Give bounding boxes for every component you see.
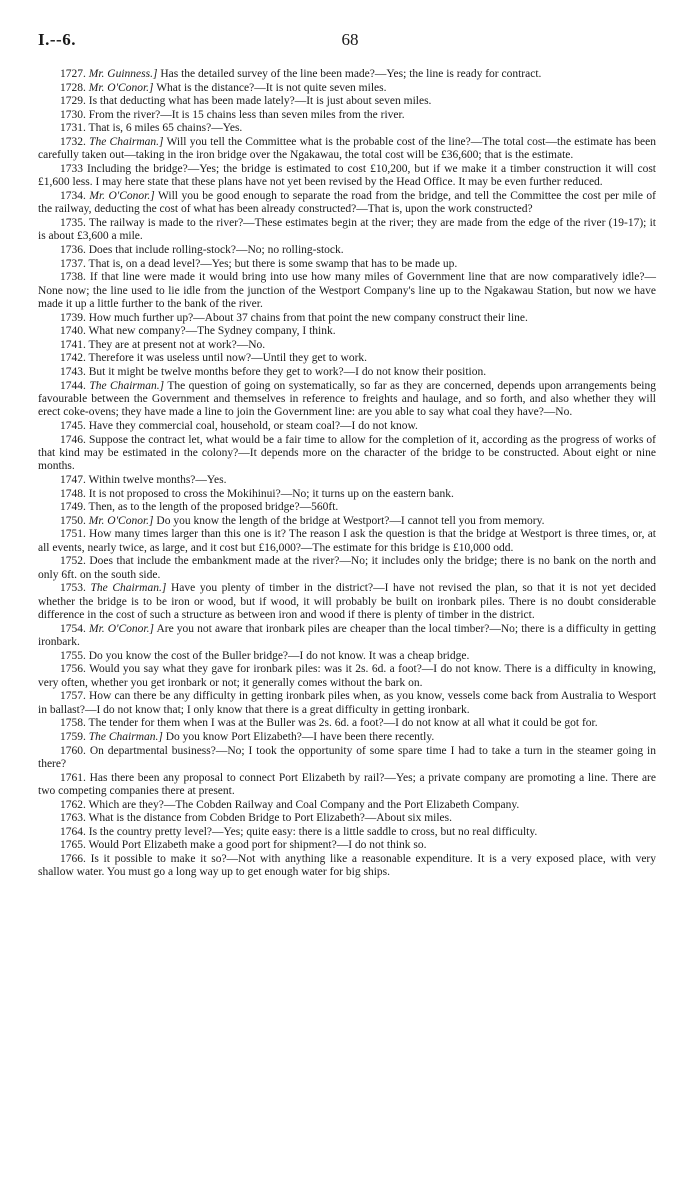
question-number: 1749. bbox=[60, 501, 86, 514]
speaker-name: The Chairman.] bbox=[89, 135, 164, 148]
question-number: 1728. bbox=[60, 81, 86, 94]
question-and-answer-text: How many times larger than this one is it? The reason I ask the question is that the bridge at Westport is three times, or, at all events, nearly twice, as large, and it cost but £16,000?—The estimate for this bridge is £10,000 odd. bbox=[38, 528, 656, 554]
evidence-paragraph bbox=[38, 68, 656, 81]
evidence-paragraph bbox=[38, 650, 656, 663]
question-number: 1760. bbox=[60, 744, 86, 757]
question-and-answer-text: Are you not aware that ironbark piles are cheaper than the local timber?—No; there is a difficulty in getting ironbark. bbox=[38, 622, 656, 649]
speaker-name: The Chairman.] bbox=[88, 730, 163, 743]
evidence-paragraph bbox=[38, 163, 656, 190]
page-number: 68 bbox=[341, 30, 359, 49]
question-number: 1755. bbox=[60, 649, 86, 662]
evidence-paragraph bbox=[38, 826, 656, 839]
evidence-paragraph bbox=[38, 122, 656, 135]
question-number: 1737. bbox=[60, 257, 86, 270]
question-number: 1734. bbox=[60, 189, 86, 202]
evidence-paragraph bbox=[38, 745, 656, 772]
speaker-name: Mr. O'Conor.] bbox=[89, 189, 155, 202]
question-number: 1739. bbox=[60, 311, 86, 324]
question-and-answer-text: That is, on a dead level?—Yes; but there is some swamp that has to be made up. bbox=[88, 257, 458, 270]
question-and-answer-text: Has there been any proposal to connect Port Elizabeth by rail?—Yes; a private company are promoting a line. There are two competing companies there at present. bbox=[38, 771, 656, 797]
evidence-paragraph bbox=[38, 380, 656, 420]
question-and-answer-text: Then, as to the length of the proposed bridge?—560ft. bbox=[88, 501, 339, 514]
question-number: 1761. bbox=[60, 771, 86, 784]
evidence-paragraph bbox=[38, 474, 656, 487]
question-and-answer-text: The railway is made to the river?—These estimates begin at the river; they are made from the edge of the river (19-17); it is about £3,600 a mile. bbox=[38, 216, 656, 243]
evidence-paragraph bbox=[38, 312, 656, 325]
question-number: 1757. bbox=[60, 690, 86, 703]
question-and-answer-text: Would you say what they gave for ironbark piles: was it 2s. 6d. a foot?—I do not know. There is a difficulty in knowing, very often, whether you get ironbark or not; it generally comes without the bark on. bbox=[38, 663, 656, 689]
evidence-paragraph bbox=[38, 582, 656, 622]
question-number: 1735. bbox=[60, 216, 86, 229]
question-and-answer-text: Within twelve months?—Yes. bbox=[88, 473, 227, 486]
evidence-paragraph bbox=[38, 352, 656, 365]
question-and-answer-text: From the river?—It is 15 chains less than seven miles from the river. bbox=[88, 108, 405, 121]
question-and-answer-text: What is the distance?—It is not quite seven miles. bbox=[153, 81, 387, 94]
question-number: 1766. bbox=[60, 852, 86, 865]
question-number: 1762. bbox=[60, 798, 86, 811]
question-number: 1758. bbox=[60, 717, 86, 730]
evidence-paragraph bbox=[38, 731, 656, 744]
speaker-name: Mr. O'Conor.] bbox=[88, 514, 154, 527]
question-number: 1730. bbox=[60, 108, 86, 121]
evidence-paragraph bbox=[38, 434, 656, 474]
question-number: 1743. bbox=[60, 365, 86, 378]
question-number: 1765. bbox=[60, 839, 86, 852]
question-and-answer-text: Does that include rolling-stock?—No; no rolling-stock. bbox=[88, 243, 344, 256]
question-and-answer-text: Including the bridge?—Yes; the bridge is estimated to cost £10,200, but if we make it a timber construction it will cost £1,600 less. I may here state that these plans have not yet been revised by the Head Office. It may be even further reduced. bbox=[38, 162, 657, 189]
evidence-paragraph bbox=[38, 799, 656, 812]
speaker-name: Mr. Guinness.] bbox=[88, 68, 158, 80]
question-and-answer-text: Does that include the embankment made at the river?—No; it includes only the bridge; there is no bank on the north and only 6ft. on the south side. bbox=[38, 555, 657, 581]
evidence-paragraph bbox=[38, 663, 656, 690]
question-and-answer-text: If that line were made it would bring into use how many miles of Government line that are now comparatively idle?—None now; the line used to lie idle from the junction of the Westport Company's line up to the Ngakawau Station, but now we have made it up a little further to the bank of the river. bbox=[38, 271, 657, 310]
evidence-paragraph bbox=[38, 717, 656, 730]
question-number: 1731. bbox=[60, 122, 86, 135]
question-number: 1752. bbox=[60, 555, 86, 568]
evidence-paragraph bbox=[38, 325, 656, 338]
question-and-answer-text: Suppose the contract let, what would be a fair time to allow for the completion of it, according as the progress of works of that kind may be estimated in the colony?—It depends more on the character of the bridge to be constructed. About eight or nine months. bbox=[38, 433, 657, 473]
question-and-answer-text: On departmental business?—No; I took the opportunity of some spare time I had to take a turn in the steamer going in there? bbox=[38, 744, 656, 770]
question-number: 1732. bbox=[60, 135, 86, 148]
evidence-paragraph bbox=[38, 839, 656, 852]
question-and-answer-text: Is the country pretty level?—Yes; quite easy: there is a little saddle to cross, but no real difficulty. bbox=[88, 825, 538, 838]
question-and-answer-text: Therefore it was useless until now?—Until they get to work. bbox=[88, 352, 368, 365]
question-and-answer-text: Do you know Port Elizabeth?—I have been there recently. bbox=[162, 730, 435, 743]
question-number: 1742. bbox=[60, 352, 86, 365]
evidence-paragraph bbox=[38, 515, 656, 528]
evidence-paragraph bbox=[38, 258, 656, 271]
question-number: 1745. bbox=[60, 419, 86, 432]
question-number: 1753. bbox=[60, 582, 86, 595]
evidence-paragraph bbox=[38, 109, 656, 122]
evidence-paragraph bbox=[38, 271, 656, 311]
question-and-answer-text: Have they commercial coal, household, or steam coal?—I do not know. bbox=[88, 419, 418, 432]
question-number: 1744. bbox=[60, 379, 86, 392]
question-number: 1763. bbox=[60, 812, 86, 825]
question-and-answer-text: But it might be twelve months before they get to work?—I do not know their position. bbox=[88, 365, 487, 378]
evidence-paragraph bbox=[38, 136, 656, 163]
question-number: 1729. bbox=[60, 95, 86, 108]
evidence-paragraph bbox=[38, 82, 656, 95]
evidence-paragraph bbox=[38, 772, 656, 799]
page-header bbox=[38, 30, 662, 54]
question-and-answer-text: How much further up?—About 37 chains from that point the new company construct their line. bbox=[88, 311, 528, 324]
document-reference: I.--6. bbox=[38, 30, 76, 49]
evidence-paragraph bbox=[38, 339, 656, 352]
question-and-answer-text: Would Port Elizabeth make a good port for shipment?—I do not think so. bbox=[88, 839, 427, 852]
evidence-paragraph bbox=[38, 501, 656, 514]
question-number: 1754. bbox=[60, 622, 86, 635]
question-number: 1746. bbox=[60, 433, 86, 446]
evidence-paragraph bbox=[38, 95, 656, 108]
question-and-answer-text: Is that deducting what has been made lately?—It is just about seven miles. bbox=[88, 95, 432, 108]
evidence-paragraph bbox=[38, 812, 656, 825]
question-and-answer-text: The question of going on systematically, so far as they are concerned, depends upon arrangements being favourable between the Government and themselves in reference to freights and haulage, and so forth, and also whether they will erect coke-ovens; they have made a line to join the Government line: are you able to say what coal they have?—No. bbox=[38, 379, 656, 419]
evidence-paragraph bbox=[38, 690, 656, 717]
evidence-paragraph bbox=[38, 528, 656, 555]
question-and-answer-text: What is the distance from Cobden Bridge to Port Elizabeth?—About six miles. bbox=[88, 812, 453, 825]
question-number: 1764. bbox=[60, 825, 86, 838]
question-and-answer-text: It is not proposed to cross the Mokihinui?—No; it turns up on the eastern bank. bbox=[88, 487, 454, 500]
question-and-answer-text: What new company?—The Sydney company, I think. bbox=[88, 325, 336, 338]
evidence-paragraph bbox=[38, 623, 656, 650]
question-and-answer-text: Do you know the cost of the Buller bridge?—I do not know. It was a cheap bridge. bbox=[88, 649, 470, 662]
question-number: 1736. bbox=[60, 243, 86, 256]
question-number: 1751. bbox=[60, 528, 86, 541]
question-and-answer-text: Which are they?—The Cobden Railway and Coal Company and the Port Elizabeth Company. bbox=[88, 798, 520, 811]
question-number: 1740. bbox=[60, 325, 86, 338]
evidence-paragraph bbox=[38, 190, 656, 217]
speaker-name: Mr. O'Conor.] bbox=[88, 81, 154, 94]
evidence-paragraph bbox=[38, 420, 656, 433]
speaker-name: The Chairman.] bbox=[90, 582, 167, 595]
question-number: 1747. bbox=[60, 473, 86, 486]
evidence-paragraph bbox=[38, 366, 656, 379]
speaker-name: Mr. O'Conor.] bbox=[88, 622, 154, 635]
question-and-answer-text: Do you know the length of the bridge at Westport?—I cannot tell you from memory. bbox=[153, 514, 545, 527]
evidence-paragraph bbox=[38, 217, 656, 244]
speaker-name: The Chairman.] bbox=[89, 379, 165, 392]
question-and-answer-text: That is, 6 miles 65 chains?—Yes. bbox=[88, 122, 243, 135]
question-and-answer-text: How can there be any difficulty in getting ironbark piles when, as you know, vessels come back from Australia to Wesport in ballast?—I do not know that; I only know that there is a great difficulty in getting ironbark. bbox=[38, 690, 657, 716]
minutes-of-evidence bbox=[38, 68, 656, 880]
question-number: 1727. bbox=[60, 68, 86, 80]
question-and-answer-text: Have you plenty of timber in the district?—I have not revised the plan, so that it is not yet decided whether the bridge is to be iron or wood, but if wood, it will probably be built on ironbark piles. There is no doubt considerable difference in the cost of such a structure as between iron and wood if there is plenty of timber in the district. bbox=[38, 582, 657, 622]
evidence-paragraph bbox=[38, 244, 656, 257]
question-number: 1756. bbox=[60, 663, 86, 676]
evidence-paragraph bbox=[38, 555, 656, 582]
question-and-answer-text: Is it possible to make it so?—Not with anything like a reasonable expenditure. It is a very exposed place, with very shallow water. You must go a long way up to get enough water for big ships. bbox=[38, 852, 657, 879]
question-number: 1733 bbox=[60, 162, 83, 175]
question-number: 1759. bbox=[60, 730, 86, 743]
question-and-answer-text: Will you be good enough to separate the road from the bridge, and tell the Committee the cost per mile of the railway, deducting the cost of what has been already constructed?—That is, upon the work constructed? bbox=[38, 189, 656, 216]
question-number: 1741. bbox=[60, 338, 86, 351]
question-and-answer-text: They are at present not at work?—No. bbox=[88, 338, 266, 351]
question-number: 1750. bbox=[60, 514, 86, 527]
question-number: 1738. bbox=[60, 271, 86, 284]
question-number: 1748. bbox=[60, 487, 86, 500]
question-and-answer-text: Has the detailed survey of the line been made?—Yes; the line is ready for contract. bbox=[157, 68, 542, 80]
question-and-answer-text: Will you tell the Committee what is the probable cost of the line?—The total cost—the estimate has been carefully taken out—taking in the iron bridge over the Ngakawau, the total cost will be £36,600; that is the estimate. bbox=[38, 135, 656, 162]
evidence-paragraph bbox=[38, 488, 656, 501]
evidence-paragraph bbox=[38, 853, 656, 880]
question-and-answer-text: The tender for them when I was at the Buller was 2s. 6d. a foot?—I do not know at all what it could be got for. bbox=[88, 717, 598, 730]
